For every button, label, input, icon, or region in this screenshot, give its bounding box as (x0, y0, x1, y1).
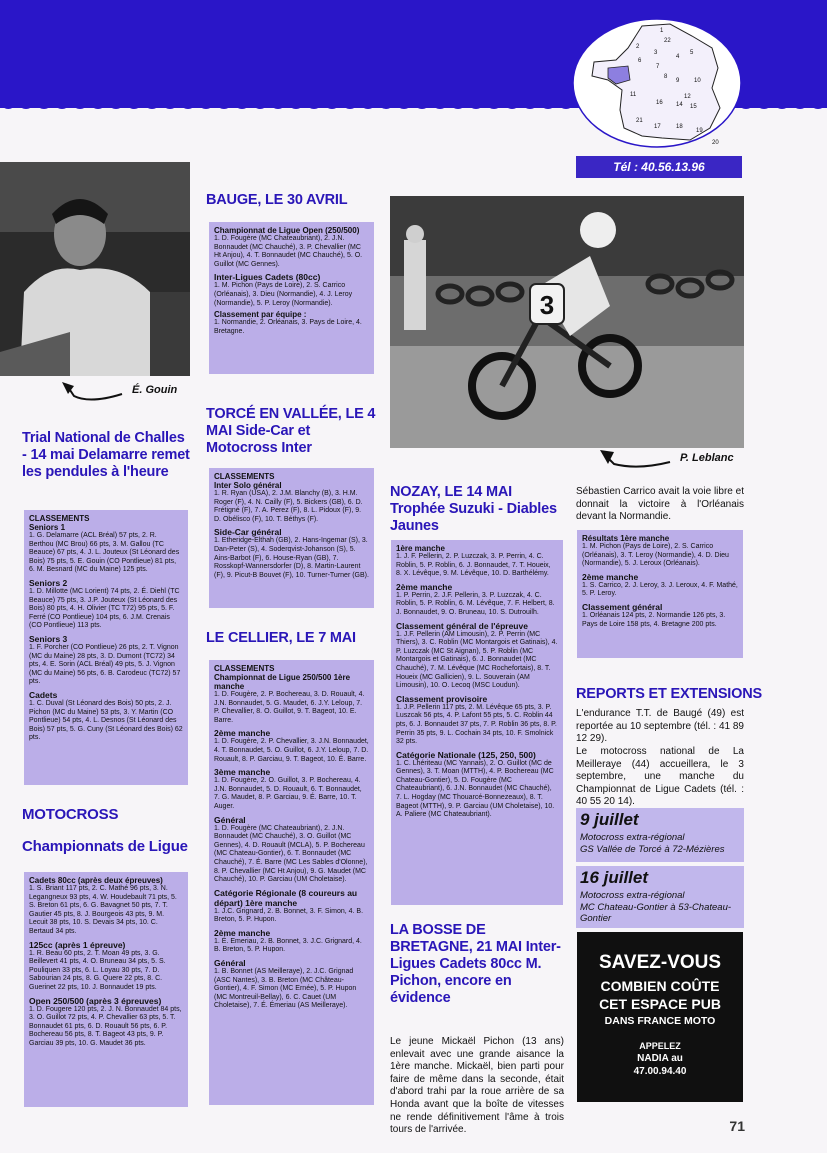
phone-banner: Tél : 40.56.13.96 (576, 156, 742, 178)
photo-leblanc (390, 196, 744, 448)
map-number: 7 (656, 64, 660, 70)
date-day: 16 juillet (580, 868, 649, 887)
map-number: 4 (676, 54, 680, 60)
torce-results-box (209, 468, 374, 608)
section-heading: Seniors 3 (29, 633, 68, 644)
date-entry-2 (576, 866, 744, 928)
section-heading: 2ème manche (396, 581, 453, 592)
section-heading: Classement par équipe : (214, 310, 307, 320)
section-text: 1. J. F. Pellerin, 2. P. Luzczak, 3. P. Perrin, 4. C. Roblin, 5. P. Roblin, 6. J. Bonnaudet, 7. T. Houeix, 8. X. Lévêque, 9. M. Lévêque, 10. D. Barthélémy. (396, 553, 551, 578)
trial-title: Trial National de Challes - 14 mai Delamarre remet les pendules à l'heure (22, 430, 190, 480)
reports-paragraph-1: L'endurance T.T. de Baugé (49) est reportée au 10 septembre (tél. : 41 89 12 29). (576, 708, 744, 745)
map-number: 15 (690, 104, 697, 110)
section-heading: 3ème manche (214, 767, 271, 778)
section-text: 1. C. Lhériteau (MC Yannais), 2. O. Guillot (MC de Gennes), 3. T. Moan (MTTH), 4. P. Bochereau (MC Chateau-Gontier), 5. D. Fougère (MC Chateaubriant), 6. J.N. Bonnaudet (MC Chauché), 7. L. Hogday (MC Thouarcé-Bonnezeaux), 8. T. Bageot (MTTH), 9. P. Garciau (UM Choletaise), 10. A. Paliere (MC Chateaubriant). (396, 759, 555, 819)
section-text: 1. D. Fougère (MC Chateaubriant), 2. J.N. Bonnaudet (MC Chauché), 3. P. Chevallier (MC Ht Anjou), 4. T. Bonnaudet (MC Chauché), 5. O. Guillot (MC Gennes). (214, 235, 363, 268)
section-heading: Side-Car général (214, 527, 282, 538)
cellier-title: LE CELLIER, LE 7 MAI (206, 630, 356, 646)
section-text: 1. R. Ryan (USA), 2. J.M. Blanchy (B), 3. H.M. Roger (F), 4. N. Cailly (F), 5. Bickers (GB), 6. D. Frétigné (F), 7. A. Perez (F), 8. L. Pidoux (F), 9. D. Obélisco (F), 10. T. Béthys (F). (214, 490, 363, 523)
motocross-subtitle: Championnats de Ligue (22, 838, 188, 855)
cadets-results-box (577, 530, 743, 658)
section-text: 1. S. Briant 117 pts, 2. C. Mathé 96 pts, 3. N. Legangneux 93 pts, 4. W. Houdebault 71 pts, 5. S. Breton 61 pts, 6. G. Bavagnet 50 pts, 7. T. Gautier 45 pts, 8. J. Bourgeois 43 pts, 9. M. Lecuit 38 pts, 10. S. Devais 34 pts, 10. C. Bertaud 34 pts. (29, 885, 177, 935)
section-text: 1. Orléanais 124 pts, 2. Normandie 126 pts, 3. Pays de Loire 158 pts, 4. Bretagne 200 pts. (582, 611, 726, 628)
section-heading: 125cc (après 1 épreuve) (29, 939, 126, 950)
section-heading: Catégorie Nationale (125, 250, 500) (396, 749, 536, 760)
nozay-results-box (391, 540, 563, 905)
trial-results-box (24, 510, 188, 785)
ad-line: NADIA au (637, 1053, 683, 1064)
motocross-title: MOTOCROSS (22, 806, 119, 823)
section-text: 1. B. Bonnet (AS Meilleraye), 2. J.C. Grignad (ASC Nantes), 3. B. Breton (MC Château-Gontier), 4. F. Simon (MC Ernée), 5. P. Hupon (MC Montreuil-Bellay), 6. C. Cauet (UM Choletaise), 7. É. Émeriau (AS Meilleraye). (214, 968, 357, 1010)
map-number: 19 (696, 128, 703, 134)
section-text: 1. Normandie, 2. Orléanais, 3. Pays de Loire, 4. Bretagne. (214, 319, 362, 335)
section-heading: Inter Solo général (214, 481, 282, 490)
section-text: 1. É. Emeriau, 2. B. Bonnet, 3. J.C. Grignard, 4. B. Breton, 5. P. Hupon. (214, 937, 362, 954)
bosse-title: LA BOSSE DE BRETAGNE, 21 MAI Inter-Ligues Cadets 80cc M. Pichon, encore en évidence (390, 922, 561, 1006)
box-title: CLASSEMENTS (214, 664, 275, 673)
section-heading: Classement général de l'épreuve (396, 620, 528, 631)
section-text: 1. D. Fougère, 2. P. Bochereau, 3. D. Rouault, 4. J.N. Bonnaudet, 5. G. Maudet, 6. J.Y. Leloup, 7. P. Chevallier, 8. O. Guillot, 9. T. Bageot, 10. E. Barre. (214, 691, 365, 724)
map-number: 10 (694, 78, 701, 84)
france-map (572, 18, 742, 148)
date-place: GS Vallée de Torcé à 72-Mézières (580, 844, 725, 855)
map-number: 18 (676, 124, 683, 130)
map-number: 17 (654, 124, 661, 130)
map-number: 12 (684, 94, 691, 100)
ad-phone: 47.00.94.40 (633, 1066, 687, 1077)
map-number: 3 (654, 50, 658, 56)
section-text: 1. D. Fougère, 2. P. Chevallier, 3. J.N. Bonnaudet, 4. T. Bonnaudet, 5. O. Guillot, 6. J.Y. Leloup, 7. D. Rouault, 8. P. Garciau, 9. T. Bageot, 10. É. Barre. (214, 738, 369, 763)
date-day: 9 juillet (580, 810, 639, 829)
section-text: 1. R. Beau 60 pts, 2. T. Moan 49 pts, 3. G. Beillevert 41 pts, 4. O. Bruneau 34 pts, 5. S. Pouliquen 33 pts, 6. L. Loyau 30 pts, 7. D. Sabourian 24 pts, 8. G. Quere 22 pts, 8. C. Guerinet 22 pts, 10. J. Bonnaudet 19 pts. (29, 949, 166, 991)
section-text: 1. D. Fougère, 2. O. Guillot, 3. P. Bochereau, 4. J.N. Bonnaudet, 5. D. Rouault, 6. T. Bonnaudet, 7. G. Maudet, 8. P. Garciau, 9. É. Barre, 10. T. Auger. (214, 777, 362, 810)
carrico-intro: Sébastien Carrico avait la voie libre et donnait la victoire à l'Orléanais devant la Normandie. (576, 486, 744, 523)
section-text: 1. D. Millotte (MC Lorient) 74 pts, 2. É. Diehl (TC Beauce) 75 pts, 3. J.P. Jouteux (St Léonard des Bois) 80 pts, 4. H. Olivier (TC T72) 95 pts, 5. F. Ferré (CO Pontlieue) 104 pts, 6. J.M. Crenais (CO Pontlieue) 113 pts. (29, 587, 180, 630)
section-text: 1. J.C. Grignard, 2. B. Bonnet, 3. F. Simon, 4. B. Breton, 5. P. Hupon. (214, 907, 364, 924)
ad-line: COMBIEN COÛTE (600, 978, 720, 994)
date-event: Motocross extra-régional (580, 890, 685, 901)
map-number: 2 (636, 44, 640, 50)
section-text: 1. P. Perrin, 2. J.F. Pellerin, 3. P. Luzczak, 4. C. Roblin, 5. P. Roblin, 6. M. Lévêque, 7. F. Helbert, 8. J. Bonnaudet, 9. O. Bruneau, 10. S. Dutrouilh. (396, 591, 555, 616)
section-heading: Résultats 1ère manche (582, 534, 670, 543)
map-number: 20 (712, 140, 719, 146)
map-number: 9 (676, 78, 680, 84)
section-heading: Classement provisoire (396, 693, 488, 704)
page-number: 71 (729, 1118, 745, 1134)
section-text: 1. C. Duval (St Léonard des Bois) 50 pts, 2. J. Pichon (MC du Maine) 53 pts, 3. Y. Martin (CO Pontlieue) 54 pts, 4. L. Desnos (St Léonard des Bois) 57 pts, 5. G. Cuny (St Léonard des Bois) 62 pts. (29, 699, 183, 742)
section-text: 1. D. Fougere 120 pts, 2. J. N. Bonnaudet 84 pts, 3. O. Guillot 72 pts, 4. P. Chevallier 63 pts, 5. T. Bonnaudet 61 pts, 6. D. Rouault 56 pts, 6. P. Bochereau 56 pts, 8. T. Bageot 43 pts, 9. P. Garciau 39 pts, 10. G. Maudet 36 pts. (29, 1005, 182, 1047)
caption-leblanc: P. Leblanc (680, 452, 734, 464)
ad-line: CET ESPACE PUB (599, 996, 721, 1012)
section-heading: 1ère manche (396, 544, 445, 553)
section-text: 1. J.F. Pellerin (AM Limousin), 2. P. Perrin (MC Thiers), 3. C. Roblin (MC Montargois et Gatinais), 4. P. Luzczak (MC St Aignan), 5. P. Roblin (MC Montargois et Gatinais), 6. J. Bonnaudet (MC Chauché), 7. M. Lévêque (MC Rochefortais), 8. T. Houeix (MC Gallicien), 9. L. Souverain (AM Limousin), 10. O. Lecoq (MSC Loudun). (396, 630, 558, 690)
section-text: 1. D. Fougère (MC Chateaubriant), 2. J.N. Bonnaudet (MC Chauché), 3. O. Guillot (MC Gennes), 4. D. Rouault (MCLA), 5. P. Bochereau (MC Chateau-Gontier), 6. T. Bonnaudet (MC Chauché), 7. É. Barre (MC Les Sables d'Olonne), 8. P. Chevallier (MC Ht Anjou), 9. G. Maudet (MC Chauché), 10. P. Garciau (UM Choletaise). (214, 824, 368, 884)
ad-line: SAVEZ-VOUS (598, 952, 722, 973)
section-text: 1. S. Carrico, 2. J. Leroy, 3. J. Leroux, 4. F. Mathé, 5. P. Leroy. (582, 581, 738, 598)
section-heading: Catégorie Régionale (8 coureurs au départ) 1ère manche (214, 887, 358, 908)
arrow-icon (60, 380, 130, 406)
section-text: 1. J.P. Pellerin 117 pts, 2. M. Lévêque 65 pts, 3. P. Luszcak 56 pts, 4. P. Lafont 55 pts, 5. C. Roblin 44 pts, 6. J. Bonnaudet 37 pts, 7. P. Roblin 36 pts, 8. P. Perrin 35 pts, 9. L. Cochain 34 pts, 10. F. Smolnick 32 pts. (396, 703, 557, 746)
bauge-results-box (209, 222, 374, 374)
torce-title: TORCÉ EN VALLÉE, LE 4 MAI Side-Car et Motocross Inter (206, 406, 376, 456)
section-text: 1. M. Pichon (Pays de Loire), 2. S. Carrico (Orléanais), 3. Dieu (Normandie), 4. J. Leroy (Normandie), 5. P. Leroy (Normandie). (214, 282, 353, 307)
section-heading: Général (214, 814, 246, 825)
section-heading: Seniors 1 (29, 523, 66, 532)
map-number: 16 (656, 100, 663, 106)
section-heading: Inter-Ligues Cadets (80cc) (214, 272, 321, 283)
bike-number: 3 (539, 290, 555, 320)
box-title: CLASSEMENTS (214, 472, 275, 481)
section-heading: 2ème manche (582, 571, 639, 582)
map-number: 22 (664, 38, 671, 44)
map-number: 8 (664, 74, 668, 80)
section-heading: Championnat de Ligue Open (250/500) (214, 226, 360, 235)
date-place: MC Chateau-Gontier à 53-Chateau-Gontier (580, 902, 732, 924)
section-heading: Open 250/500 (après 3 épreuves) (29, 995, 162, 1006)
reports-title: REPORTS ET EXTENSIONS (576, 686, 762, 702)
map-number: 6 (638, 58, 642, 64)
map-number: 1 (660, 28, 664, 34)
section-heading: Général (214, 958, 246, 969)
section-heading: 2ème manche (214, 927, 271, 938)
section-text: 1. G. Delamarre (ACL Bréal) 57 pts, 2. R. Berthou (MC Brou) 66 pts, 3. M. Gallou (TC Beauce) 67 pts, 4. J. L. Jouteux (St Léonard des Bois) 75 pts, 5. E. Gouin (CO Pontlieue) 81 pts, 6. M. Besnard (MC du Maine) 125 pts. (29, 532, 180, 574)
caption-gouin: É. Gouin (132, 384, 178, 396)
reports-paragraph-2: Le motocross national de La Meilleraye (44) accueillera, le 3 septembre, une manche du Championnat de Ligue Cadets (tél. : 40 55 20 14). (576, 746, 744, 808)
date-event: Motocross extra-régional (580, 832, 685, 843)
ad-line: APPELEZ (639, 1041, 681, 1051)
map-number: 21 (636, 118, 643, 124)
bauge-title: BAUGE, LE 30 AVRIL (206, 192, 348, 208)
photo-gouin (0, 162, 190, 376)
nozay-title: NOZAY, LE 14 MAI Trophée Suzuki - Diables Jaunes (390, 484, 557, 534)
map-number: 14 (676, 102, 683, 108)
motocross-results-box (24, 872, 188, 1107)
section-heading: Championnat de Ligue 250/500 1ère manche (214, 673, 351, 691)
map-number: 5 (690, 50, 694, 56)
section-text: 1. F. Porcher (CO Pontlieue) 26 pts, 2. T. Vignon (MC du Maine) 28 pts, 3. D. Dumont (TC72) 34 pts, 4. E. Sorin (ACL Bréal) 49 pts, 5. J. Vignon (MC du Maine) 56 pts, 6. B. Carodeuc (TC72) 57 pts. (29, 643, 181, 686)
advert-box (577, 932, 743, 1102)
ad-line: DANS FRANCE MOTO (604, 1015, 716, 1027)
section-heading: Classement général (582, 601, 663, 612)
section-heading: 2ème manche (214, 728, 271, 739)
arrow-icon (598, 446, 678, 472)
map-number: 11 (630, 92, 637, 98)
section-heading: Seniors 2 (29, 577, 68, 588)
box-title: CLASSEMENTS (29, 514, 90, 523)
date-entry-1 (576, 808, 744, 862)
bosse-text: Le jeune Mickaël Pichon (13 ans) enlevait avec une grande aisance la 1ère manche. Mickaël, bien parti pour faire de même dans la seconde, était d'abord trahi par la roue arrière de sa Honda avant que la boîte de vitesses ne rende définitivement l'âme à trois tours de l'arrivée. (390, 1036, 564, 1136)
section-text: 1. M. Pichon (Pays de Loire), 2. S. Carrico (Orléanais), 3. T. Leroy (Normandie), 4. D. Dieu (Normandie), 5. J. Leroux (Orléanais). (582, 543, 729, 568)
cellier-results-box (209, 660, 374, 1105)
section-heading: Cadets (29, 689, 58, 700)
section-heading: Cadets 80cc (après deux épreuves) (29, 876, 163, 885)
section-text: 1. Etheridge-Elthah (GB), 2. Hans-Ingemar (S), 3. Dan-Peter (S), 4. Soderqvist-Johanson (S), 5. Ains-Barbot (F), 6. House-Ryan (GB), 7. Rosskopf-Wannersdorfer (D), 8. Martin-Laurent (F), 9. Picut-B Bouvet (F), 10. Turner-Turner (GB). (214, 537, 369, 579)
